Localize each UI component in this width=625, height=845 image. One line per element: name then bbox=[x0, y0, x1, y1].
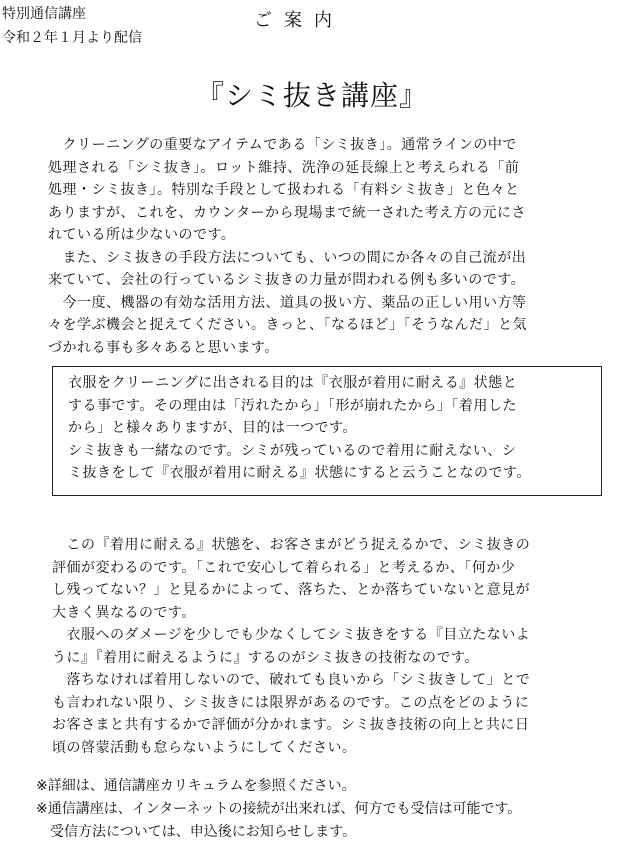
box-line: ミ抜きをして『衣服が着用に耐える』状態にすると云うことなのです。 bbox=[68, 465, 531, 481]
notice-heading: ご案内 bbox=[254, 10, 344, 31]
box-line: する事です。その理由は「汚れたから」「形が崩れたから」「着用した bbox=[68, 397, 517, 414]
note-line: 受信方法については、申込後にお知らせします。 bbox=[36, 824, 357, 840]
intro-paragraphs bbox=[48, 134, 527, 359]
body-line: 衣服へのダメージを少しでも少なくしてシミ抜きをする『目立たないよ bbox=[52, 627, 531, 643]
box-line: 衣服をクリーニングに出される目的は『衣服が着用に耐える』状態と bbox=[68, 375, 518, 391]
intro-line: 来ていて、会社の行っているシミ抜きの力量が問われる例も多いのです。 bbox=[48, 272, 526, 288]
intro-line: 今一度、機器の有効な活用方法、道具の扱い方、薬品の正しい用い方等 bbox=[48, 294, 527, 311]
body-paragraphs bbox=[52, 534, 530, 759]
notes-section bbox=[36, 775, 521, 844]
body-line: お客さまと共有するかで評価が分かれます。シミ抜き技術の向上と共に日 bbox=[52, 717, 530, 733]
body-line: し残ってない？」と見るかによって、落ちた、とか落ちていないと意見が bbox=[52, 582, 531, 598]
intro-line: れている所は少ないのです。 bbox=[48, 227, 236, 243]
intro-line: また、シミ抜きの手段方法についても、いつの間にか各々の自己流が出 bbox=[48, 249, 527, 266]
page-title: 『シミ抜き講座』 bbox=[196, 79, 429, 112]
course-name-label: 特別通信講座 bbox=[2, 6, 86, 22]
intro-line: クリーニングの重要なアイテムである「シミ抜き」。通常ラインの中で bbox=[48, 137, 517, 153]
body-line: 評価が変わるのです。「これで安心して着られる」と考えるか、「何か少 bbox=[52, 559, 516, 576]
intro-line: づかれる事も多々あると思います。 bbox=[48, 339, 279, 356]
body-line: この『着用に耐える』状態を、お客さまがどう捉えるかで、シミ抜きの bbox=[52, 537, 531, 553]
intro-line: 々を学ぶ機会と捉えてください。きっと、「なるほど」「そうなんだ」と気 bbox=[48, 317, 527, 333]
body-line: 落ちなければ着用しないので、破れても良いから「シミ抜きして」とで bbox=[52, 672, 531, 688]
note-line: ※詳細は、通信講座カリキュラムを参照ください。 bbox=[36, 778, 356, 794]
intro-line: 処理される「シミ抜き」。ロット維持、洗浄の延長線上と考えられる「前 bbox=[48, 159, 520, 176]
intro-line: 処理・シミ抜き」。特別な手段として扱われる「有料シミ抜き」と色々と bbox=[48, 182, 520, 198]
body-line: うに』『着用に耐えるように』するのがシミ抜きの技術なのです。 bbox=[52, 649, 479, 666]
box-line: シミ抜きも一緒なのです。シミが残っているので着用に耐えない、シ bbox=[68, 442, 517, 459]
box-line: から」と様々ありますが、目的は一つです。 bbox=[68, 420, 357, 436]
start-date-label: 令和２年１月より配信 bbox=[2, 30, 142, 46]
body-line: 頃の啓蒙活動も怠らないようにしてください。 bbox=[52, 739, 357, 756]
purpose-box-text bbox=[68, 372, 531, 485]
body-line: も言われない限り、シミ抜きには限界があるのです。この点をどのように bbox=[52, 694, 530, 711]
intro-line: ありますが、これを、カウンターから現場まで統一された考え方の元にさ bbox=[48, 204, 526, 221]
body-line: 大きく異なるのです。 bbox=[52, 604, 196, 621]
note-line: ※通信講座は、インターネットの接続が出来れば、何方でも受信は可能です。 bbox=[36, 801, 522, 817]
